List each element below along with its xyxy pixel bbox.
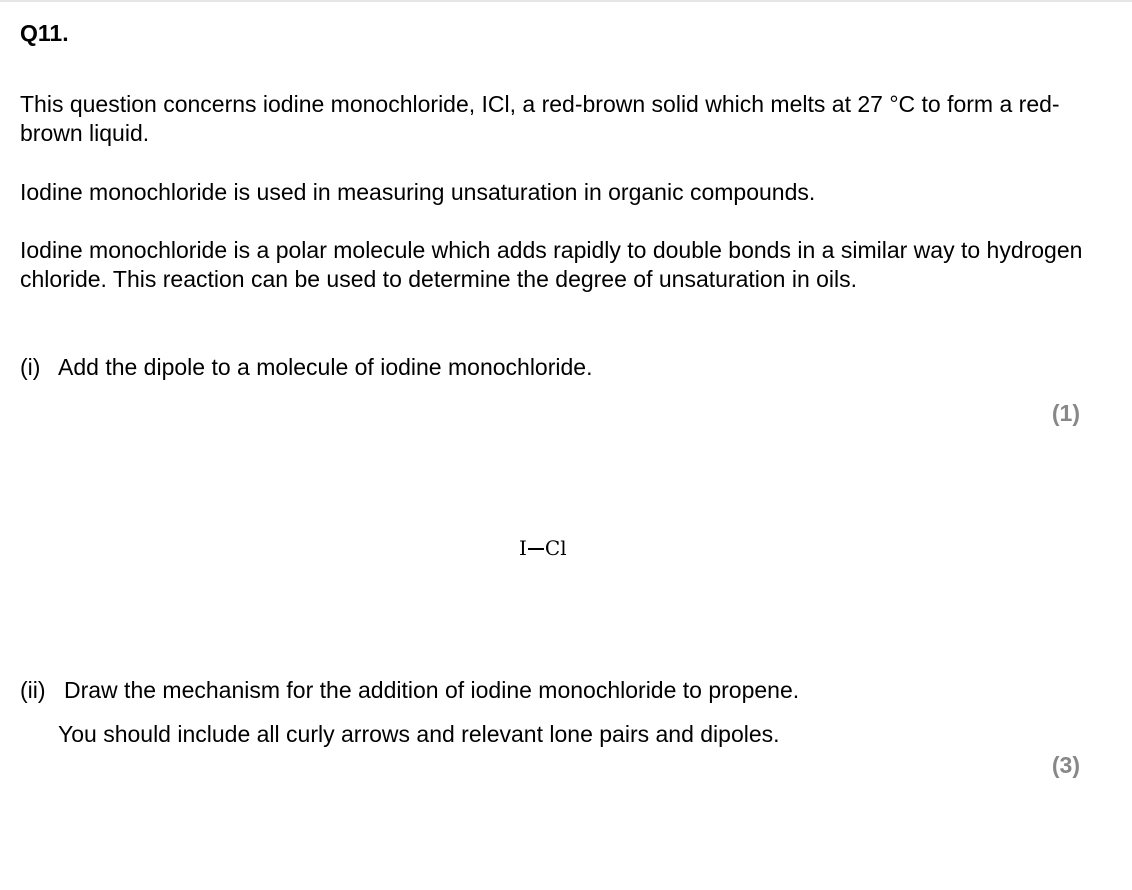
part-i-label: (i) — [20, 354, 41, 380]
part-i-marks: (1) — [1051, 400, 1080, 426]
intro-paragraph-1: This question concerns iodine monochloride, ICl, a red-brown solid which melts at 27 °C to form a red-brown liquid. — [20, 91, 1060, 146]
part-i-text: Add the dipole to a molecule of iodine monochloride. — [58, 354, 593, 380]
part-ii-instruction: You should include all curly arrows and relevant lone pairs and dipoles. — [58, 721, 780, 747]
part-ii-question — [20, 676, 799, 705]
question-number: Q11. — [20, 20, 69, 46]
top-divider — [0, 0, 1132, 2]
part-ii-label: (ii) — [20, 677, 46, 703]
intro-paragraph-2: Iodine monochloride is used in measuring unsaturation in organic compounds. — [20, 179, 816, 205]
single-bond — [528, 548, 544, 550]
intro-paragraph-3: Iodine monochloride is a polar molecule which adds rapidly to double bonds in a similar way to hydrogen chloride. This reaction can be used to determine the degree of unsaturation in oils. — [20, 237, 1083, 292]
chlorine-atom: Cl — [544, 536, 567, 560]
part-ii-marks: (3) — [1051, 752, 1080, 778]
icl-molecule-diagram — [519, 534, 567, 562]
iodine-atom: I — [519, 536, 527, 560]
part-ii-text: Draw the mechanism for the addition of iodine monochloride to propene. — [64, 677, 800, 703]
part-i-question — [20, 353, 592, 382]
